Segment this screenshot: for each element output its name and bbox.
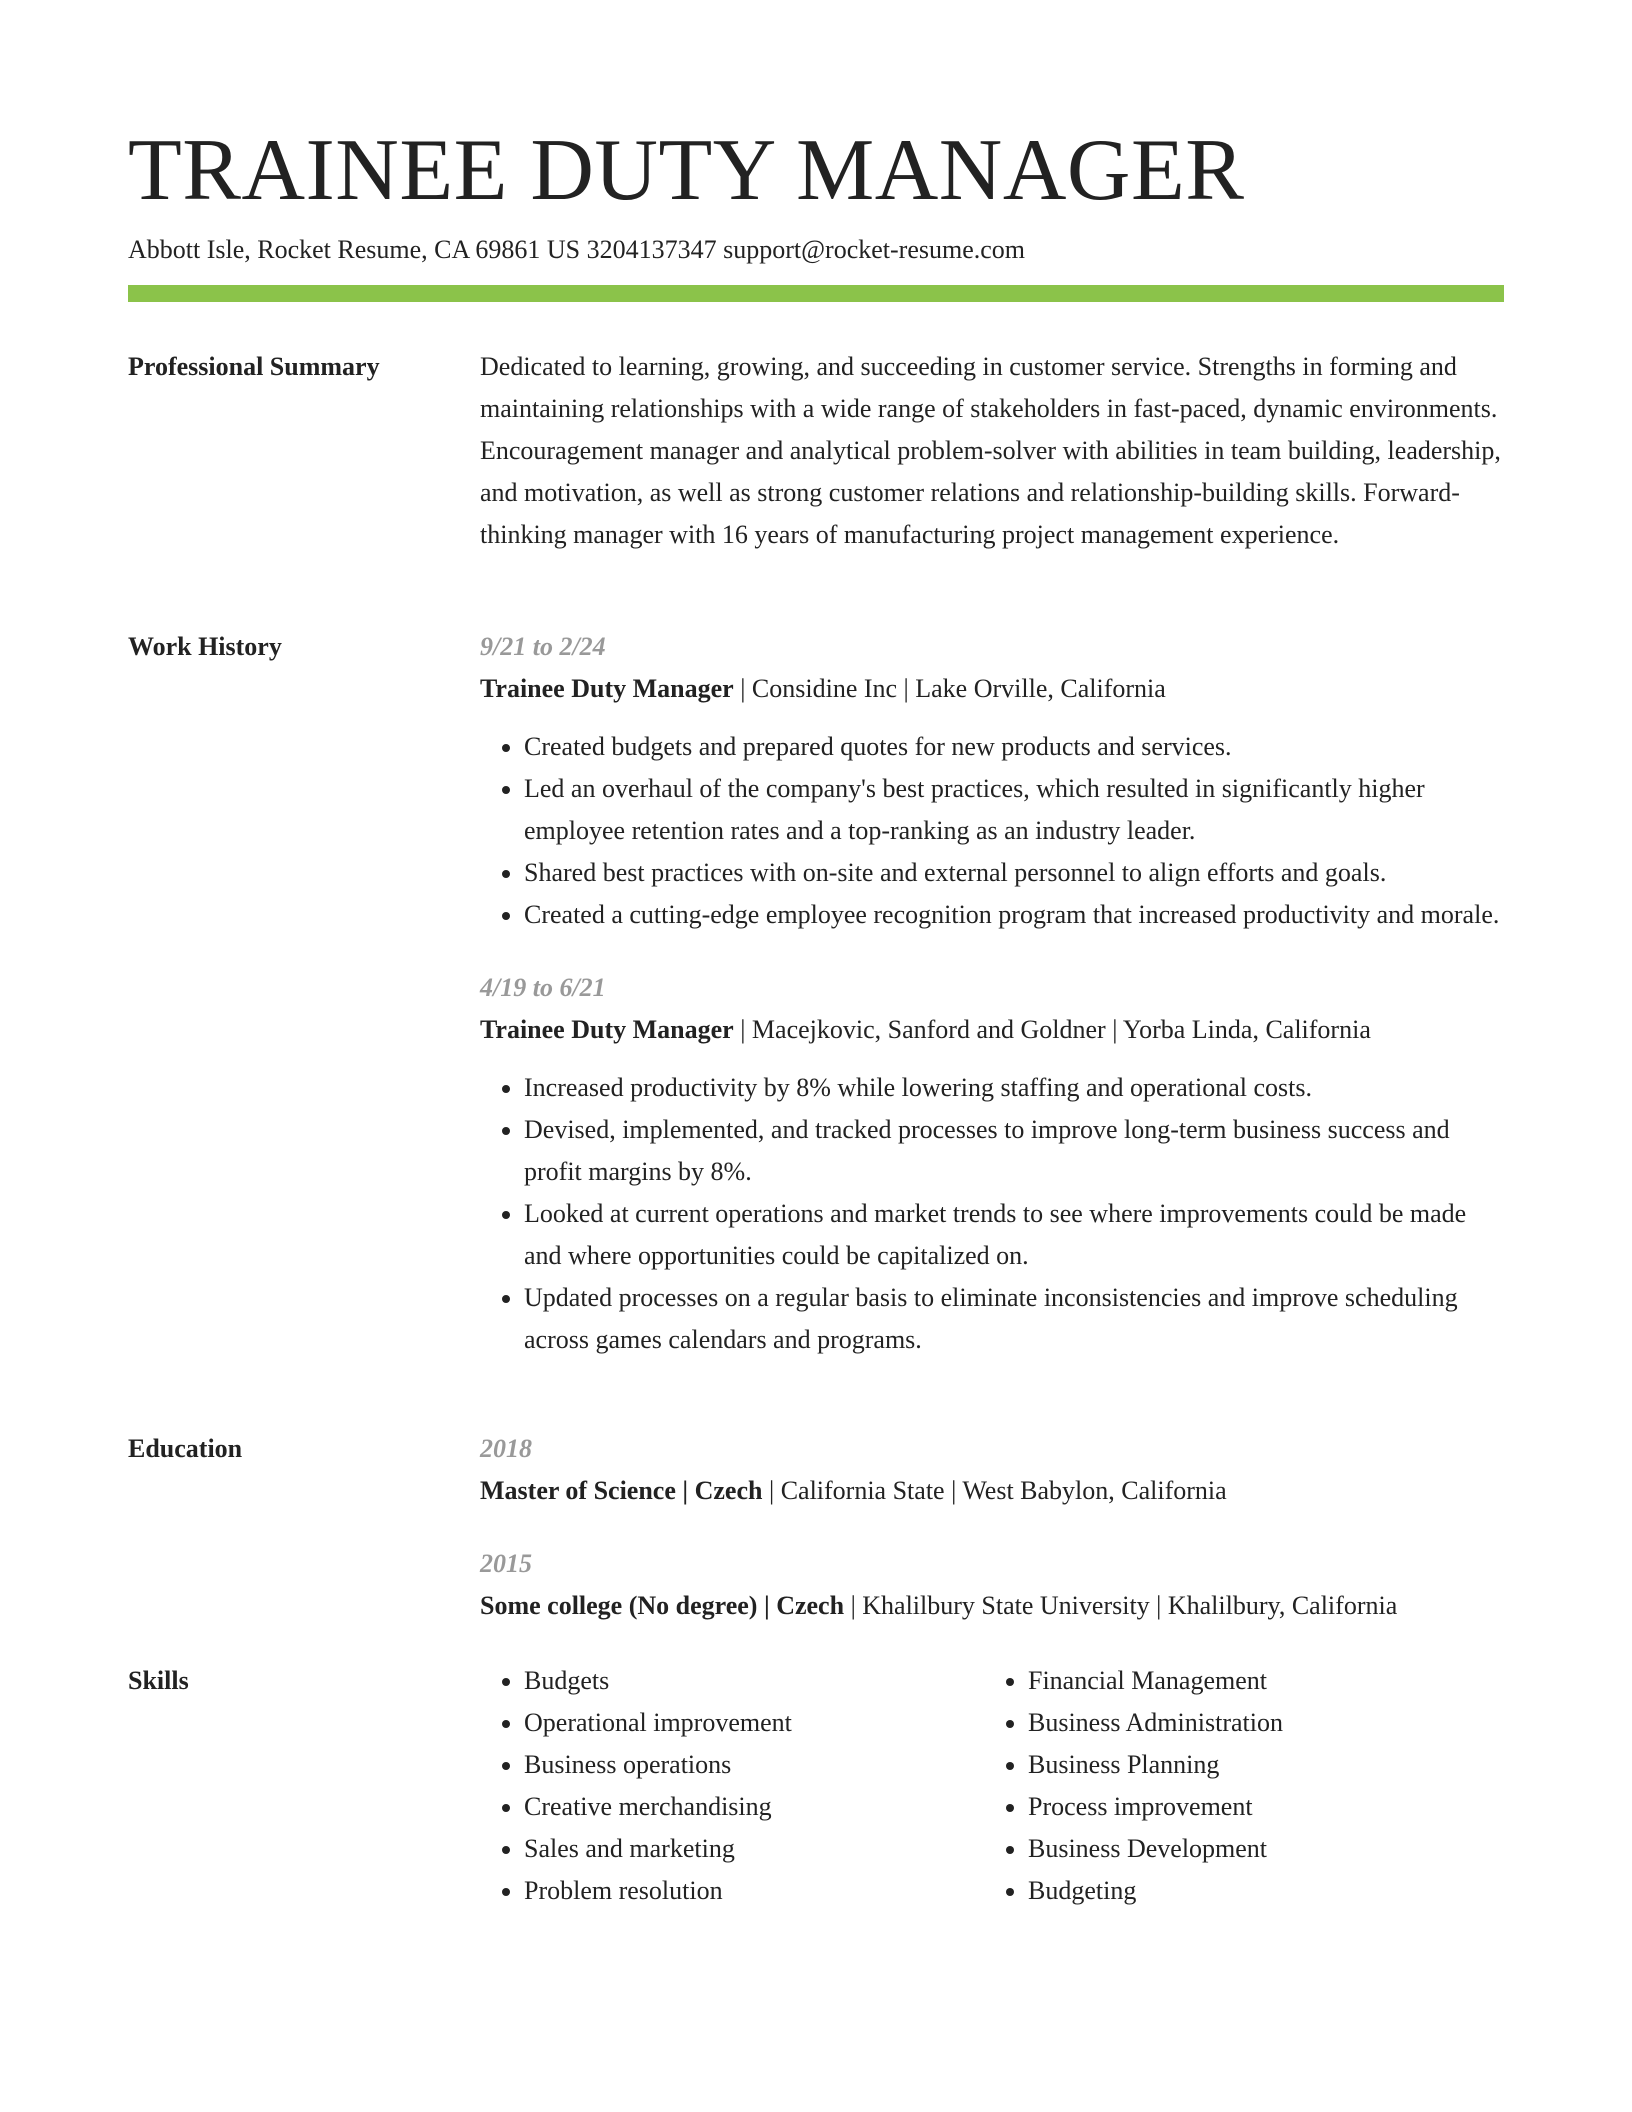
job-details: | Considine Inc | Lake Orville, California xyxy=(733,674,1166,703)
accent-divider xyxy=(128,285,1504,302)
skill-item: • Creative merchandising xyxy=(524,1786,984,1828)
education-degree: Some college (No degree) | Czech xyxy=(480,1591,845,1620)
job-entry xyxy=(480,626,1504,936)
education-body xyxy=(480,1428,1504,1627)
candidate-name: TRAINEE DUTY MANAGER xyxy=(128,122,1245,219)
section-label-skills: Skills xyxy=(128,1666,189,1695)
section-label-work-history: Work History xyxy=(128,632,282,661)
job-bullets xyxy=(480,726,1504,936)
job-dates: 4/19 to 6/21 xyxy=(480,973,606,1002)
job-bullet: • Updated processes on a regular basis to eliminate inconsistencies and improve scheduling across games calendars and programs. xyxy=(524,1277,1504,1361)
job-bullet: • Led an overhaul of the company's best practices, which resulted in significantly higher employee retention rates and a top-ranking as an industry leader. xyxy=(524,768,1504,852)
skills-list-left xyxy=(480,1660,984,1912)
skills-columns xyxy=(480,1660,1504,1912)
skill-item: • Budgeting xyxy=(1028,1870,1488,1912)
skills-body xyxy=(480,1660,1504,1912)
job-heading xyxy=(480,1009,1504,1051)
job-bullet: • Shared best practices with on-site and external personnel to align efforts and goals. xyxy=(524,852,1504,894)
skill-item: • Business operations xyxy=(524,1744,984,1786)
summary-text: Dedicated to learning, growing, and succeeding in customer service. Strengths in forming and maintaining relationships with a wide range of stakeholders in fast-paced, dynamic environments. Encouragement manager and analytical problem-solver with abilities in team building, leadership, and motivation, as well as strong customer relations and relationship-building skills. Forward-thinking manager with 16 years of manufacturing project management experience. xyxy=(480,352,1501,549)
skill-item: • Problem resolution xyxy=(524,1870,984,1912)
education-entry xyxy=(480,1543,1504,1627)
job-title: Trainee Duty Manager xyxy=(480,674,734,703)
job-bullets xyxy=(480,1067,1504,1361)
education-details: | California State | West Babylon, California xyxy=(762,1476,1227,1505)
job-heading xyxy=(480,668,1504,710)
education-entry xyxy=(480,1428,1504,1512)
skill-item: • Operational improvement xyxy=(524,1702,984,1744)
job-bullet: • Devised, implemented, and tracked processes to improve long-term business success and profit margins by 8%. xyxy=(524,1109,1504,1193)
job-dates: 9/21 to 2/24 xyxy=(480,632,606,661)
skill-item: • Business Administration xyxy=(1028,1702,1488,1744)
education-details: | Khalilbury State University | Khalilbury, California xyxy=(844,1591,1398,1620)
job-bullet: • Increased productivity by 8% while lowering staffing and operational costs. xyxy=(524,1067,1504,1109)
job-title: Trainee Duty Manager xyxy=(480,1015,734,1044)
education-degree: Master of Science | Czech xyxy=(480,1476,763,1505)
education-heading xyxy=(480,1585,1504,1627)
skill-item: • Process improvement xyxy=(1028,1786,1488,1828)
skill-item: • Budgets xyxy=(524,1660,984,1702)
contact-info: Abbott Isle, Rocket Resume, CA 69861 US 3204137347 support@rocket-resume.com xyxy=(128,235,1025,264)
education-year: 2015 xyxy=(480,1549,532,1578)
skill-item: • Business Development xyxy=(1028,1828,1488,1870)
job-details: | Macejkovic, Sanford and Goldner | Yorba Linda, California xyxy=(733,1015,1371,1044)
skill-item: • Financial Management xyxy=(1028,1660,1488,1702)
job-bullet: • Created budgets and prepared quotes for new products and services. xyxy=(524,726,1504,768)
work-history-body xyxy=(480,626,1504,1361)
job-bullet: • Looked at current operations and market trends to see where improvements could be made and where opportunities could be capitalized on. xyxy=(524,1193,1504,1277)
skills-list-right xyxy=(984,1660,1488,1912)
education-year: 2018 xyxy=(480,1434,532,1463)
education-heading xyxy=(480,1470,1504,1512)
summary-body xyxy=(480,346,1504,556)
job-bullet: • Created a cutting-edge employee recognition program that increased productivity and morale. xyxy=(524,894,1504,936)
section-label-education: Education xyxy=(128,1434,243,1463)
skill-item: • Sales and marketing xyxy=(524,1828,984,1870)
section-label-summary: Professional Summary xyxy=(128,352,380,381)
job-entry xyxy=(480,967,1504,1361)
skill-item: • Business Planning xyxy=(1028,1744,1488,1786)
